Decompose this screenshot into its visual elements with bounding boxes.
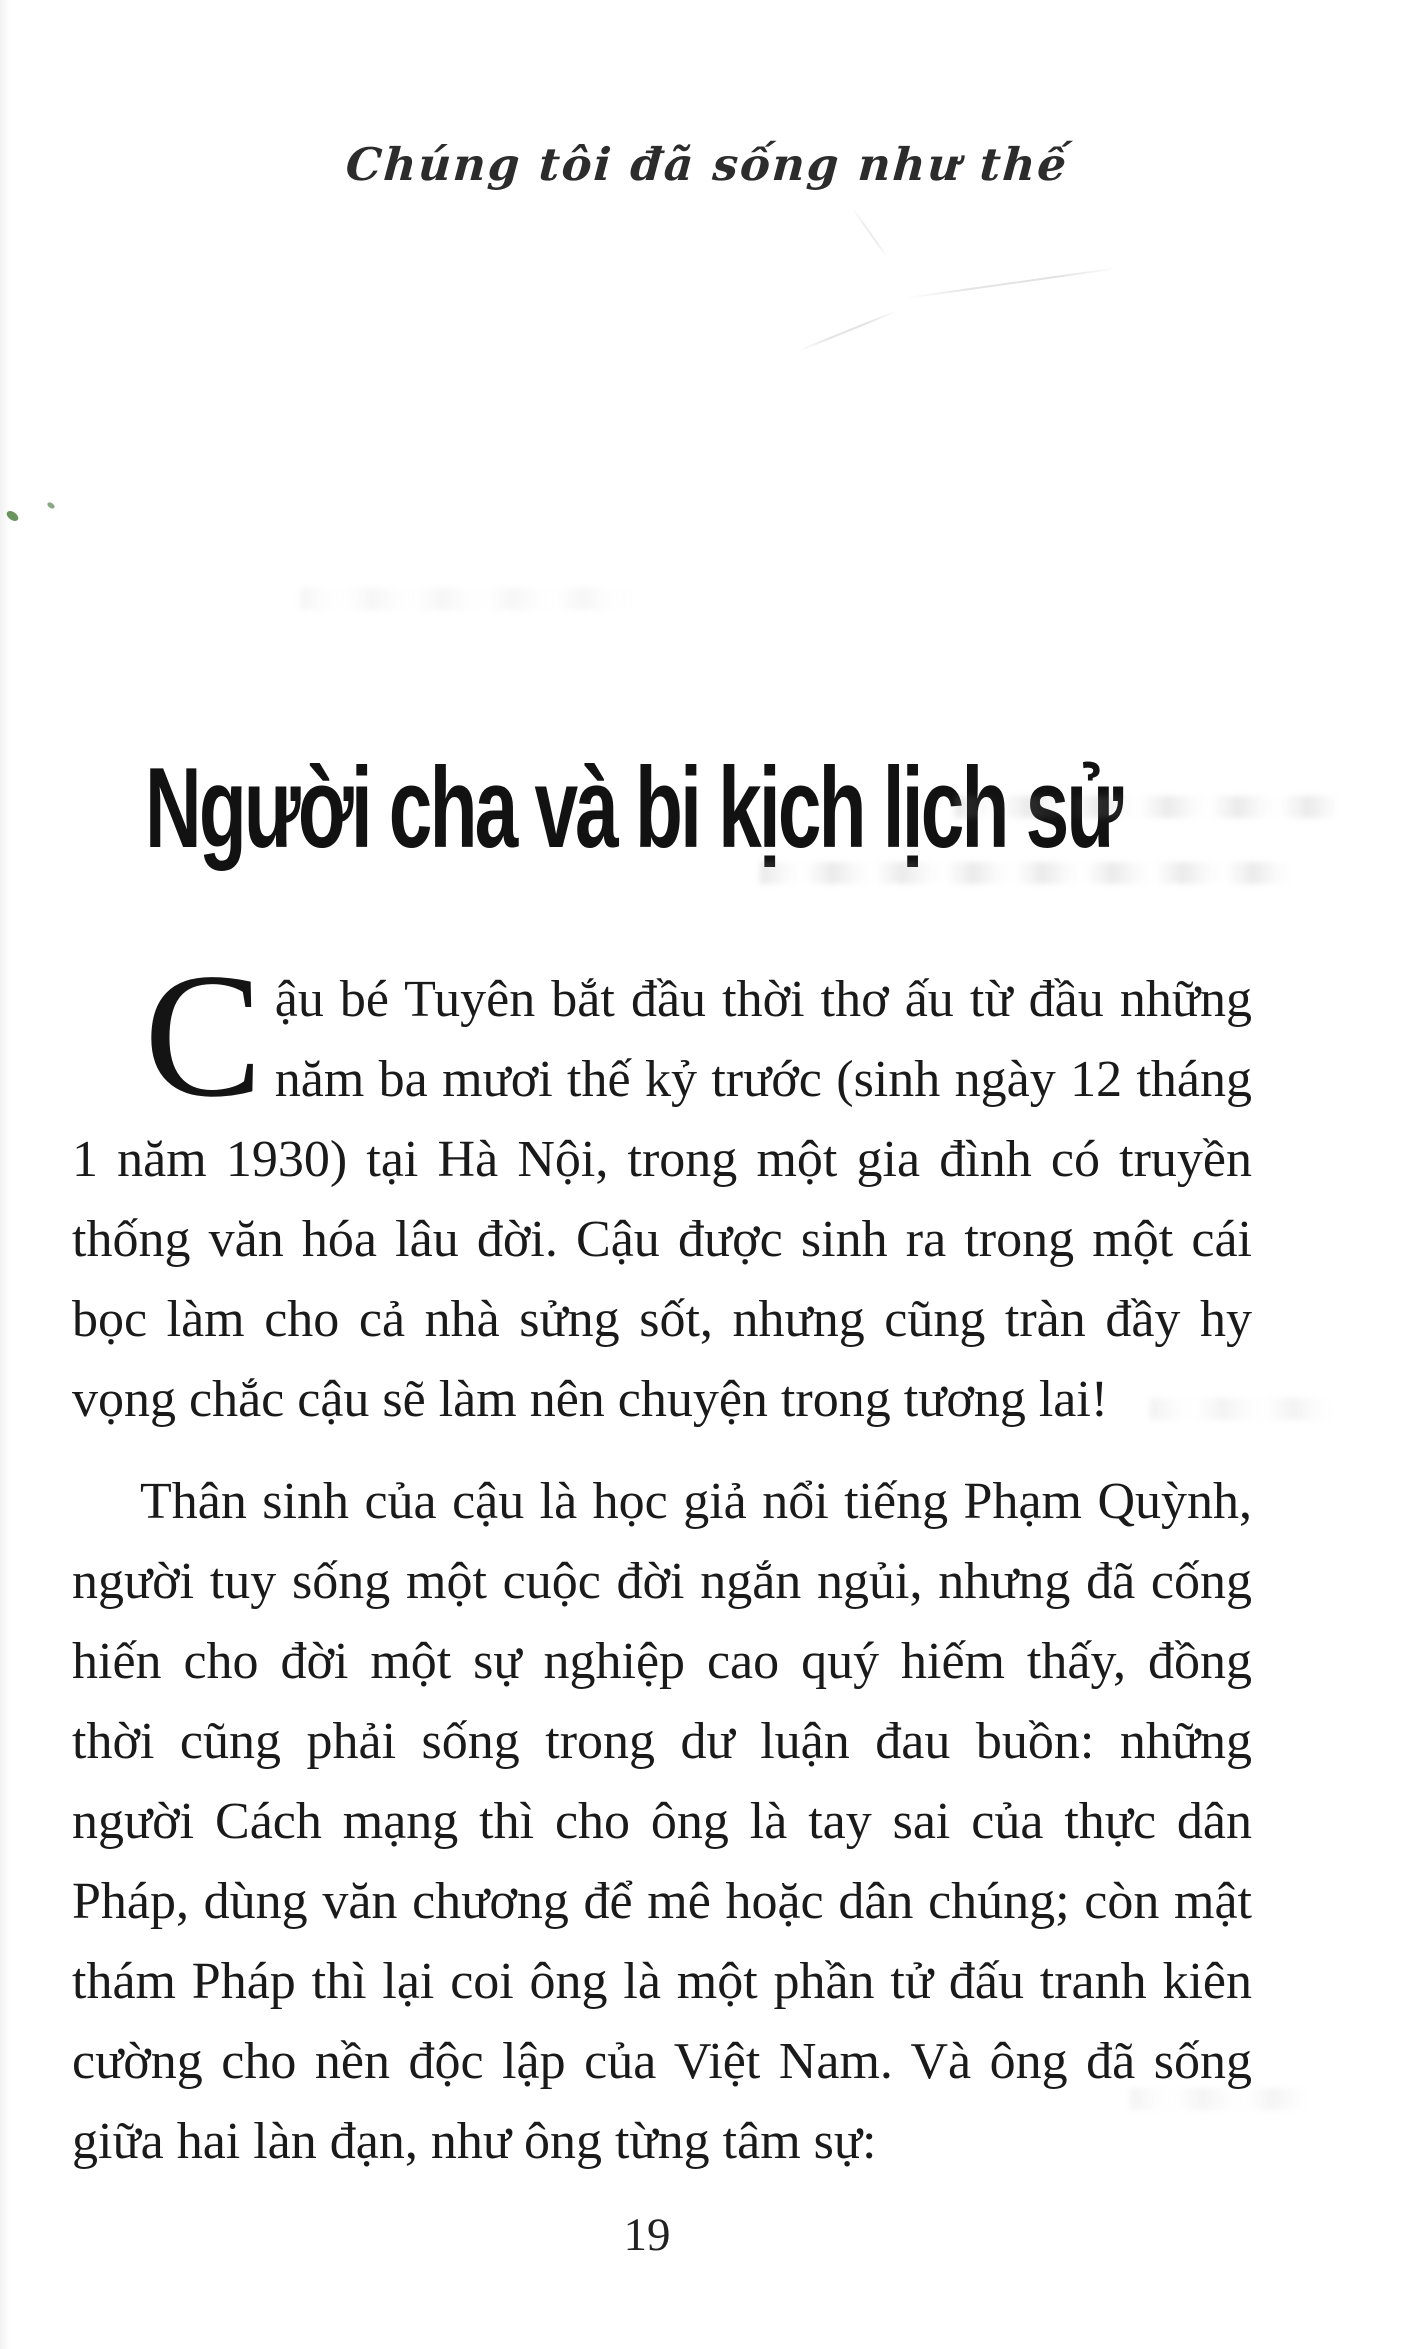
ink-speck: [46, 501, 55, 510]
chapter-title: Người cha và bi kịch lịch sử: [145, 744, 1121, 872]
scan-crease-line: [852, 208, 888, 258]
paragraph: Thân sinh của cậu là học giả nổi tiếng Phạm Quỳnh, người tuy sống một cuộc đời ngắn ngủi, nhưng đã cống hiến cho đời một sự nghiệp cao quý hiếm thấy, đồng thời cũng phải sống trong dư luận đau buồn: những người Cách mạng thì cho ông là tay sai của thực dân Pháp, dùng văn chương để mê hoặc dân chúng; còn mật thám Pháp thì lại coi ông là một phần tử đấu tranh kiên cường cho nền độc lập của Việt Nam. Và ông đã sống giữa hai làn đạn, như ông từng tâm sự:: [72, 1473, 1252, 2170]
page-number: 19: [623, 2209, 671, 2261]
body-text: [72, 936, 1252, 2182]
scan-edge-shadow: [0, 0, 10, 2349]
scan-crease-line: [906, 267, 1119, 299]
paragraph-text: ậu bé Tuyên bắt đầu thời thơ ấu từ đầu những năm ba mươi thế kỷ trước (sinh ngày 12 tháng 1 năm 1930) tại Hà Nội, trong một gia đình có truyền thống văn hóa lâu đời. Cậu được sinh ra trong một cái bọc làm cho cả nhà sửng sốt, nhưng cũng tràn đầy hy vọng chắc cậu sẽ làm nên chuyện trong tương lai!: [72, 971, 1252, 1428]
running-head: Chúng tôi đã sống như thế: [344, 138, 1070, 191]
scan-crease-line: [798, 310, 896, 351]
ink-speck: [5, 509, 20, 523]
paragraph: [72, 936, 1252, 1440]
drop-cap: C: [144, 936, 263, 1134]
show-through-text: [300, 588, 630, 610]
